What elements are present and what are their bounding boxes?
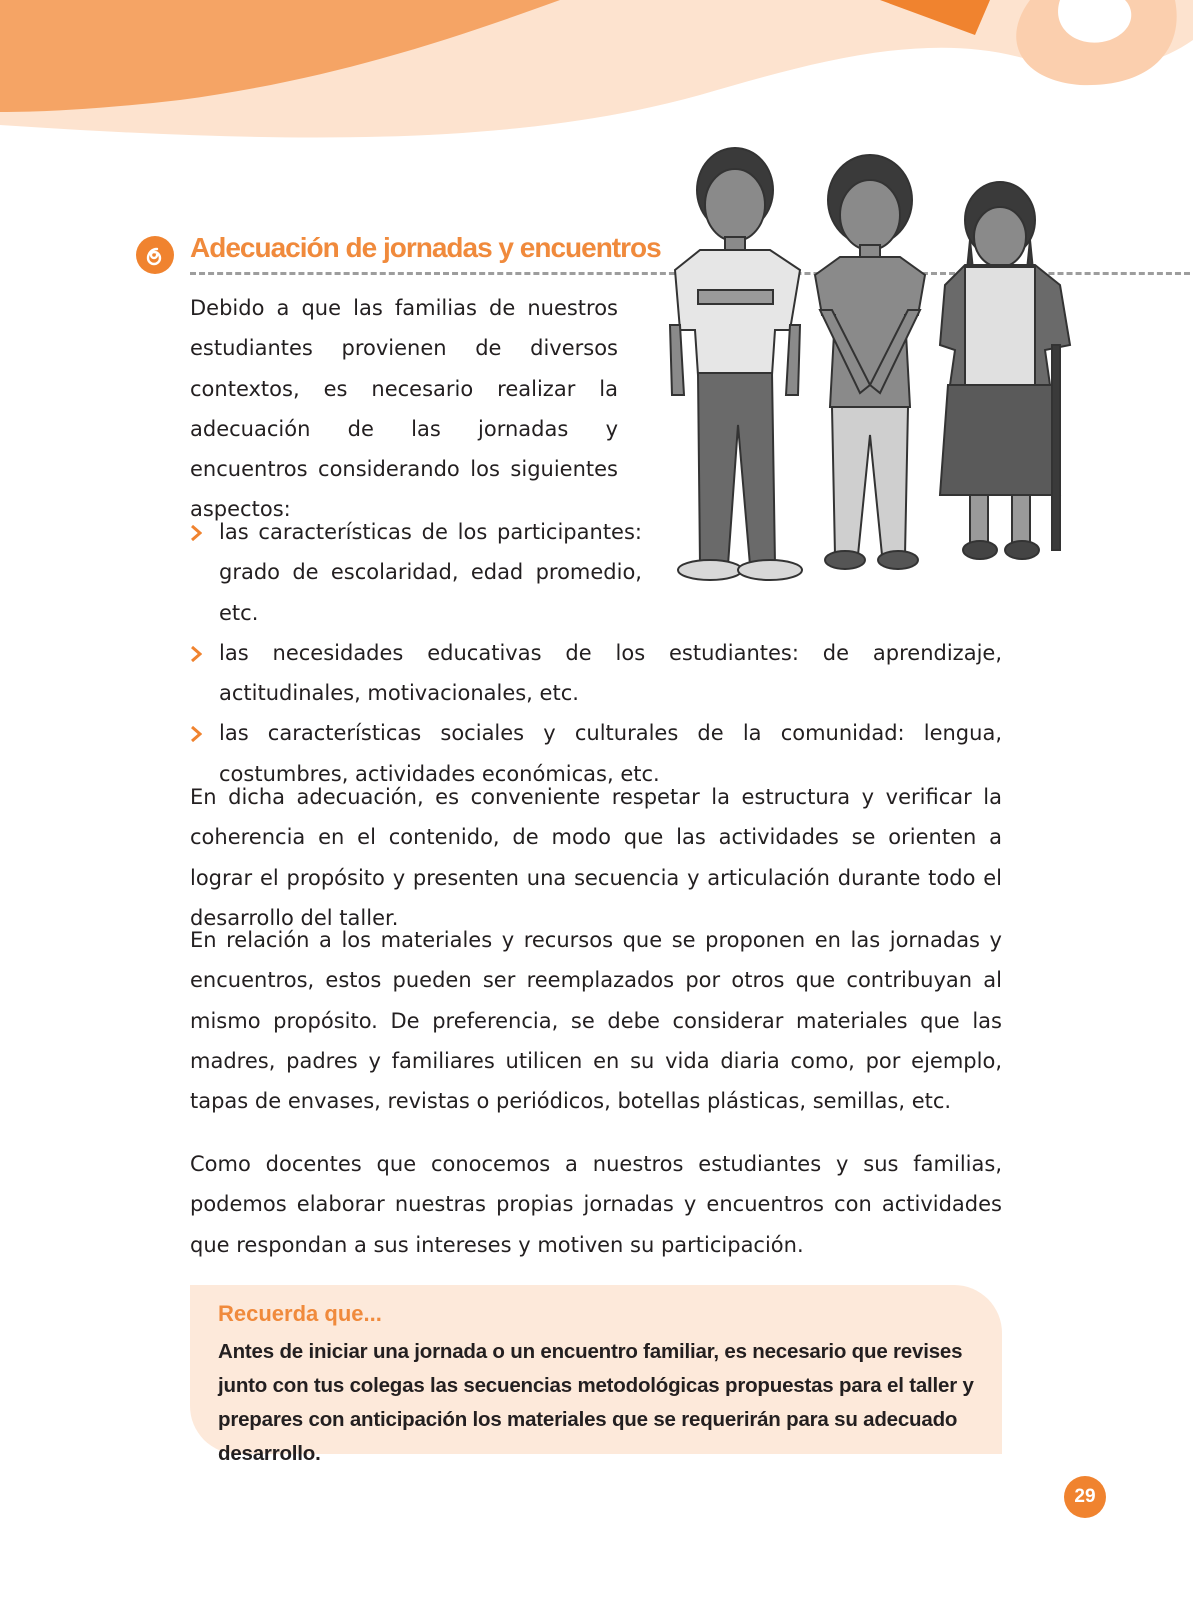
body-paragraph: En relación a los materiales y recursos que se proponen en las jornadas y encuentros, estos pueden ser reemplazados por otros que contribuyan al mismo propósito. De preferencia, se debe considerar materiales que las madres, padres y familiares utilicen en su vida diaria como, por ejemplo, tapas de envases, revistas o periódicos, botellas plásticas, semillas, etc. <box>190 928 1002 1114</box>
section-heading: Adecuación de jornadas y encuentros <box>190 232 661 263</box>
body-paragraph: En dicha adecuación, es conveniente respetar la estructura y verificar la coherencia en el contenido, de modo que las actividades se orienten a lograr el propósito y presenten una secuencia y articulación durante todo el desarrollo del taller. <box>190 785 1002 930</box>
reminder-box <box>190 1285 1002 1465</box>
list-item <box>190 633 1002 714</box>
chevron-right-icon <box>190 525 202 541</box>
girl-with-braids-figure <box>940 182 1070 559</box>
header-wave-decoration <box>0 0 1193 150</box>
reminder-body: Antes de iniciar una jornada o un encuentro familiar, es necesario que revises junto con tus colegas las secuencias metodológicas propuestas para el taller y prepares con anticipación los materiales que se requerirán para su adecuado desarrollo. <box>218 1340 974 1465</box>
reminder-title: Recuerda que... <box>218 1301 382 1326</box>
body-paragraph: Como docentes que conocemos a nuestros estudiantes y sus familias, podemos elaborar nuestras propias jornadas y encuentros con actividades que respondan a sus intereses y motiven su participación. <box>190 1152 1002 1257</box>
chevron-right-icon <box>190 646 202 662</box>
list-item-text: las características sociales y culturales de la comunidad: lengua, costumbres, actividades económicas, etc. <box>219 721 1002 786</box>
page-number: 29 <box>1064 1476 1106 1518</box>
aspects-list <box>190 512 1002 794</box>
list-item-text: las necesidades educativas de los estudiantes: de aprendizaje, actitudinales, motivacionales, etc. <box>219 640 1002 706</box>
spiral-icon <box>135 235 175 275</box>
chevron-right-icon <box>190 726 202 742</box>
girl-figure <box>815 155 925 569</box>
list-item <box>190 512 642 633</box>
intro-paragraph: Debido a que las familias de nuestros estudiantes provienen de diversos contextos, es necesario realizar la adecuación de las jornadas y encuentros considerando los siguientes aspectos: <box>190 296 618 522</box>
list-item-text: las características de los participantes: grado de escolaridad, edad promedio, etc. <box>219 520 642 625</box>
